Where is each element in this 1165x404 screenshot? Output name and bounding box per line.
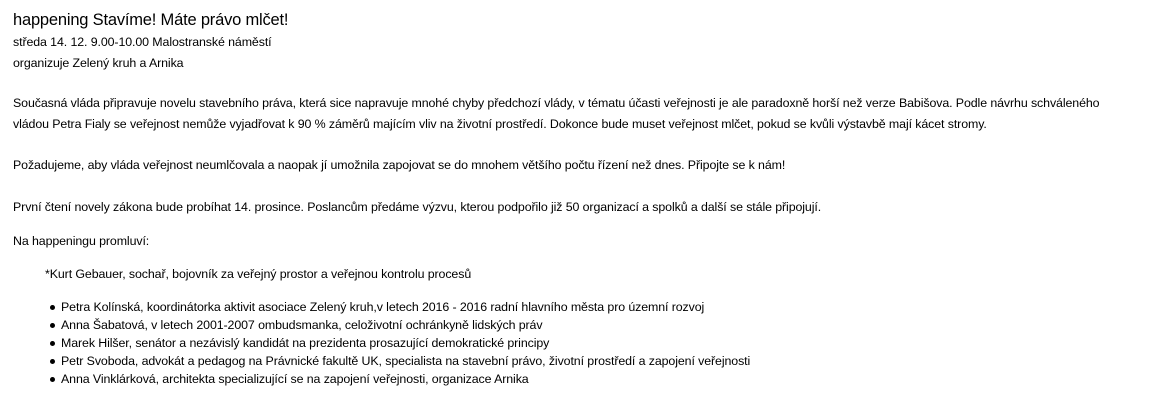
event-title: happening Stavíme! Máte právo mlčet! [13, 11, 289, 29]
paragraph-context-line: vládou Petra Fialy se veřejnost nemůže vyjadřovat k 90 % záměrů majícím vliv na životní prostředí. Dokonce bude muset veřejnost mlčet, pokud se kvůli výstavbě mají kácet stromy. [13, 117, 987, 131]
bullet-icon [50, 341, 55, 346]
featured-speaker: *Kurt Gebauer, sochař, bojovník za veřejný prostor a veřejnou kontrolu procesů [45, 267, 472, 281]
bullet-icon [50, 305, 55, 310]
event-meta [13, 32, 1165, 74]
event-date-location: středa 14. 12. 9.00-10.00 Malostranské náměstí [13, 35, 272, 49]
speakers-intro-text: Na happeningu promluví: [13, 234, 150, 248]
paragraph-context [13, 93, 1165, 135]
speaker-text: Anna Šabatová, v letech 2001-2007 ombudsmanka, celoživotní ochránkyně lidských práv [61, 318, 543, 332]
event-organizers: organizuje Zelený kruh a Arnika [13, 56, 184, 70]
list-item [61, 352, 750, 370]
paragraph-demands [13, 155, 1165, 176]
speaker-text: Anna Vinklárková, architekta specializující se na zapojení veřejnosti, organizace Arnika [61, 372, 529, 386]
list-item [61, 316, 750, 334]
bullet-icon [50, 377, 55, 382]
speakers-list [13, 298, 750, 388]
speaker-text: Petra Kolínská, koordinátorka aktivit asociace Zelený kruh,v letech 2016 - 2016 radní hlavního města pro územní rozvoj [61, 300, 705, 314]
paragraph-first-reading-text: První čtení novely zákona bude probíhat 14. prosince. Poslancům předáme výzvu, kterou podpořilo již 50 organizací a spolků a další se stále připojují. [13, 200, 822, 214]
paragraph-context-line: Současná vláda připravuje novelu stavebního práva, která sice napravuje mnohé chyby předchozí vlády, v tématu účasti veřejnosti je ale paradoxně horší než verze Babišova. Podle návrhu schváleného [13, 96, 1100, 110]
list-item [61, 370, 750, 388]
list-item [61, 334, 750, 352]
list-item [61, 298, 750, 316]
speaker-text: Marek Hilšer, senátor a nezávislý kandidát na prezidenta prosazující demokratické principy [61, 336, 550, 350]
speaker-text: Petr Svoboda, advokát a pedagog na Právnické fakultě UK, specialista na stavební právo, životní prostředí a zapojení veřejnosti [61, 354, 751, 368]
bullet-icon [50, 359, 55, 364]
bullet-icon [50, 323, 55, 328]
paragraph-demands-text: Požadujeme, aby vláda veřejnost neumlčovala a naopak jí umožnila zapojovat se do mnohem většího počtu řízení než dnes. Připojte se k nám! [13, 158, 786, 172]
paragraph-first-reading [13, 197, 1165, 218]
speakers-intro [13, 231, 1165, 252]
